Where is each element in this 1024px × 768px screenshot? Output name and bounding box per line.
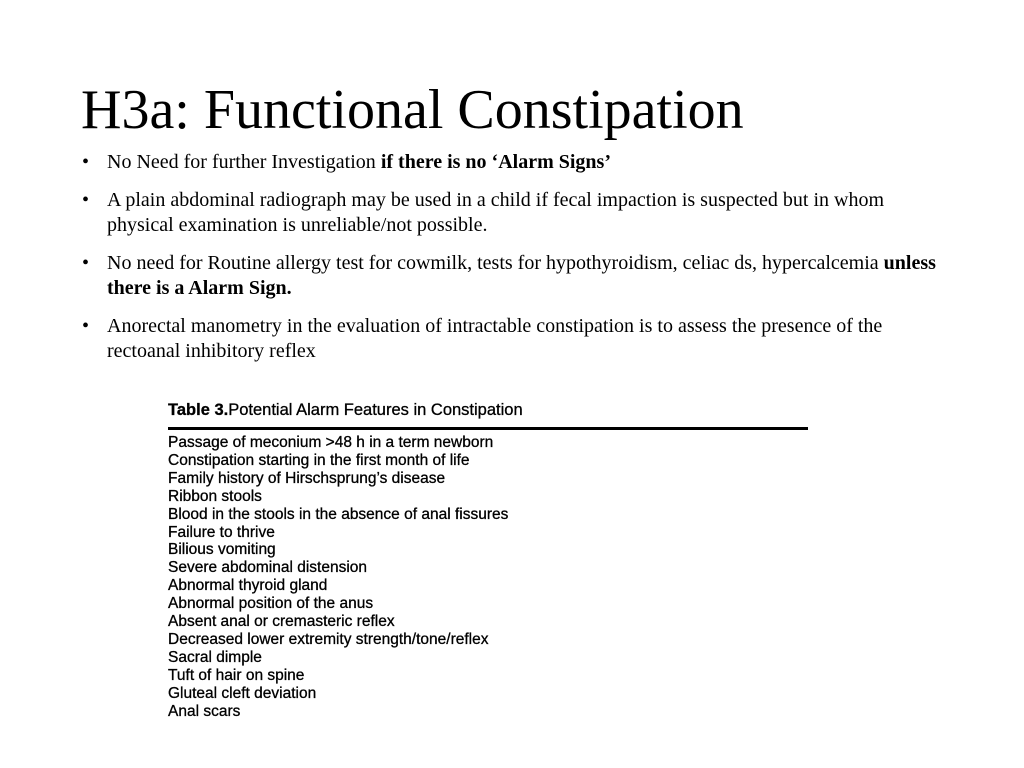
table-row: Bilious vomiting — [168, 541, 276, 559]
table-row: Family history of Hirschsprung’s disease — [168, 469, 446, 487]
bullet-item — [80, 150, 950, 175]
table-rows — [168, 434, 808, 721]
bullet-item — [80, 251, 950, 301]
table-row: Sacral dimple — [168, 648, 262, 666]
slide-title: H3a: Functional Constipation — [81, 79, 744, 141]
alarm-features-table — [168, 398, 808, 721]
bullet-dot-icon: • — [82, 189, 90, 211]
table-row: Gluteal cleft deviation — [168, 684, 317, 702]
bullet-list — [80, 150, 950, 377]
bullet-text: A plain abdominal radiograph may be used in a child if fecal impaction is suspected but in whom physical examination is unreliable/not possible. — [107, 189, 885, 236]
table-row: Abnormal position of the anus — [168, 595, 374, 613]
bullet-item — [80, 188, 950, 238]
table-rule — [168, 427, 808, 430]
table-row: Ribbon stools — [168, 487, 262, 505]
table-row: Blood in the stools in the absence of anal fissures — [168, 505, 509, 523]
bullet-bold-text: unless there is a Alarm Sign. — [107, 252, 936, 299]
bullet-item — [80, 314, 950, 364]
table-row: Passage of meconium >48 h in a term newborn — [168, 434, 494, 451]
table-row: Decreased lower extremity strength/tone/reflex — [168, 630, 489, 648]
table-row: Anal scars — [168, 702, 241, 720]
table-row: Absent anal or cremasteric reflex — [168, 613, 395, 631]
table-row: Failure to thrive — [168, 523, 275, 541]
bullet-bold-text: if there is no ‘Alarm Signs’ — [380, 151, 611, 173]
table-caption-number: Table 3. — [168, 401, 229, 419]
bullet-text: No need for Routine allergy test for cowmilk, tests for hypothyroidism, celiac ds, hypercalcemia — [107, 252, 879, 274]
table-row: Abnormal thyroid gland — [168, 577, 328, 595]
table-row: Severe abdominal distension — [168, 559, 368, 577]
table-caption-title: Potential Alarm Features in Constipation — [228, 401, 523, 419]
table-caption — [168, 398, 808, 422]
bullet-text: No Need for further Investigation — [107, 151, 376, 173]
table-row: Constipation starting in the first month of life — [168, 451, 470, 469]
bullet-dot-icon: • — [82, 252, 90, 274]
bullet-dot-icon: • — [82, 151, 90, 173]
table-row: Tuft of hair on spine — [168, 666, 305, 684]
bullet-text: Anorectal manometry in the evaluation of intractable constipation is to assess the presence of the rectoanal inhibitory reflex — [107, 315, 883, 362]
bullet-dot-icon: • — [82, 315, 90, 337]
